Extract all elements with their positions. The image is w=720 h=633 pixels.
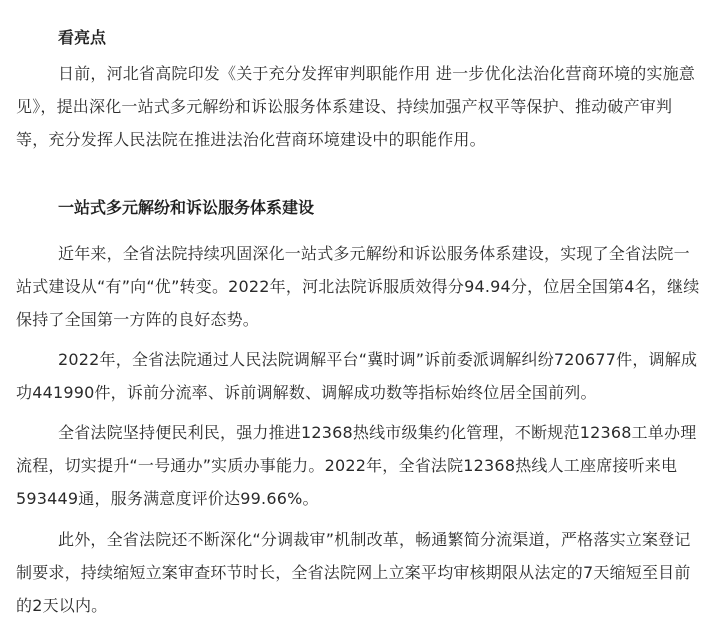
paragraph-service-system: 近年来，全省法院持续巩固深化一站式多元解纷和诉讼服务体系建设，实现了全省法院一站式建设从“有”向“优”转变。2022年，河北法院诉服质效得分94.94分，位居全国第4名，继续保持了全国第一方阵的良好态势。 [16,244,700,329]
paragraph-case-filing: 此外，全省法院还不断深化“分调裁审”机制改革，畅通繁简分流渠道，严格落实立案登记制要求，持续缩短立案审查环节时长，全省法院网上立案平均审核期限从法定的7天缩短至目前的2天以内。 [16,530,691,615]
highlight-heading: 看亮点 [58,28,107,47]
section-heading: 一站式多元解纷和诉讼服务体系建设 [58,198,315,217]
paragraph-mediation-platform: 2022年，全省法院通过人民法院调解平台“冀时调”诉前委派调解纠纷720677件，调解成功441990件，诉前分流率、诉前调解数、调解成功数等指标始终位居全国前列。 [16,350,698,402]
intro-paragraph: 日前，河北省高院印发《关于充分发挥审判职能作用 进一步优化法治化营商环境的实施意见》，提出深化一站式多元解纷和诉讼服务体系建设、持续加强产权平等保护、推动破产审判等，充分发挥人民法院在推进法治化营商环境建设中的职能作用。 [16,64,696,149]
paragraph-hotline: 全省法院坚持便民利民，强力推进12368热线市级集约化管理，不断规范12368工单办理流程，切实提升“一号通办”实质办事能力。2022年，全省法院12368热线人工座席接听来电593449通，服务满意度评价达99.66%。 [16,423,697,508]
